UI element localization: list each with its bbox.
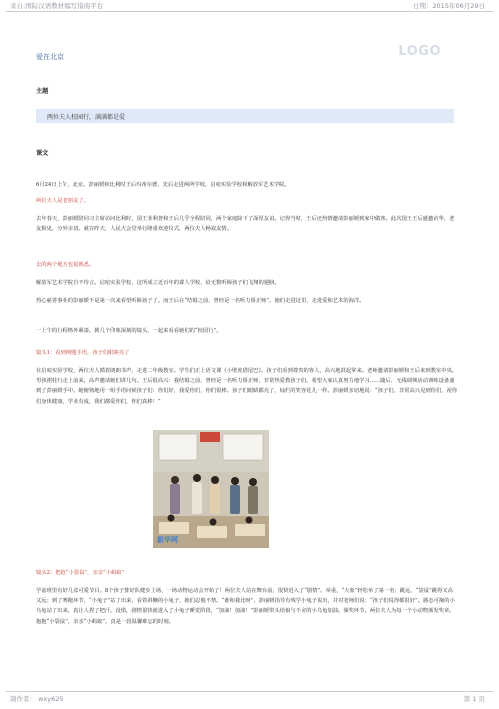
photo-watermark: 新华网 — [157, 536, 178, 544]
source-text: 来自:国际汉语教材编写指南平台 — [10, 2, 104, 10]
header-divider — [6, 11, 493, 12]
heading-4: 镜头2：把抢“小袋鼠”，亲亲“小蚂蚁” — [36, 570, 125, 576]
heading-3: 镜头1：看到例题手语，孩子们眼睛亮了 — [36, 350, 130, 356]
doc-title: 爱在北京 — [36, 53, 64, 61]
paragraph-6: 在启喑实验学校，两位夫人循着朗朗书声，走进二年级教室。学生们正上语文课《小壁虎借尾巴》。孩子们看到尊贵的客人，高兴地鼓起掌来。老师邀请彭丽媛和王后来到教室中央。男孩裙桂行走上前来，高声邀请她们讲几句。王后很高兴：我结婚之前，曾经是一名听力矫正师，非常热爱教孩子们。希望大家认真努力地学习……随后，无线调频活动训练设备递到了彭丽媛手中。她俯熟地用一组手语问候孩子们：你们好，我爱你们，你们很棒。孩子们眼睛都亮了，灿烂的笑容花儿一样。彭丽媛亲切地说：“孩子们，非常高兴见到你们，祝你们身体健康、学业有成，我们都爱你们，你们真棒！” — [36, 368, 458, 405]
paragraph-2: 去年春天，彭丽媛陪同习主席访问比利时，国王菲利普和王后几乎全程陪同，两个家庭除下了深厚友谊。记得当时，王后还热情邀请彭丽媛到家中做客。此次国王王后盛邀访华，老友相见，分外亲切。就在昨天，人民大会堂举行隆重欢迎仪式，两位夫人畅叙友情。 — [36, 216, 455, 233]
page-number: 第 1 页 — [463, 695, 485, 703]
text-label: 课文 — [36, 150, 49, 157]
footer-divider — [6, 691, 493, 692]
paragraph-1: 6月24日上午，北京。彭丽媛和比利时王后玛蒂尔德，先后走进两所学校，启喑实验学校和解放军艺术学院。 — [36, 182, 290, 188]
paragraph-7: 学前班里有好几盆可爱节目。8个孩子排好队健步上场，一场动物运动会开始了！两位夫人站在舞台前，很快进入了“剧情”。举重，“大象”轻松举了第一名；跳远，“袋鼠”跳得又高又远；到了赛跑环节，“小兔子”站了出来，看着斜懒的小兔子，她们忍俊不禁。“谁和我比呀”，彭丽媛指导有残学小兔子说出，并对老师们说：“孩子们说得都很好”。憨态可掬的小乌龟站了出来，真让人捏了把汗。没错，剧情很快就进入了小兔子睡觉阶段，“加油！加油！”彭丽媛带头给狼与不舍的小乌龟加油。颁奖环节，两位夫人为每一个小动物颁发奖章。抱抱“小袋鼠”，亲亲“小蚂蚁”，真是一段温馨难忘的时刻。 — [36, 588, 455, 625]
date-text: 日期：2015年06月29日 — [412, 2, 485, 10]
theme-box — [36, 109, 454, 123]
page-header — [0, 0, 499, 10]
theme-label: 主题 — [36, 88, 49, 95]
photo-illustration — [153, 430, 269, 548]
author-text: 制作者： wxy625 — [10, 695, 64, 703]
paragraph-3: 解放军艺术学院自不待言。启喑实验学校，这所成立近百年的聋人学校，给无数听障孩子们飞翔的翅膀。 — [36, 280, 280, 286]
paragraph-4: 热心慈善事业的彭丽媛不是第一次来看望听障孩子了。而王后在“结婚之前，曾经是一名听力矫正师”。她们走进这里，走进爱和艺术的海洋。 — [36, 298, 365, 304]
classroom-photo — [153, 430, 269, 548]
paragraph-5: 一上午的行程格外紧凑。挑几个印象深刻的镜头，一起来看看她们的“校园行”。 — [36, 328, 222, 334]
theme-text: 两位夫人校园行，满满都是爱 — [47, 114, 126, 121]
heading-1: 两位夫人是老朋友了。 — [36, 198, 89, 204]
logo: LOGO — [398, 44, 441, 59]
heading-2: 去的两个地方也很熟悉。 — [36, 262, 95, 268]
